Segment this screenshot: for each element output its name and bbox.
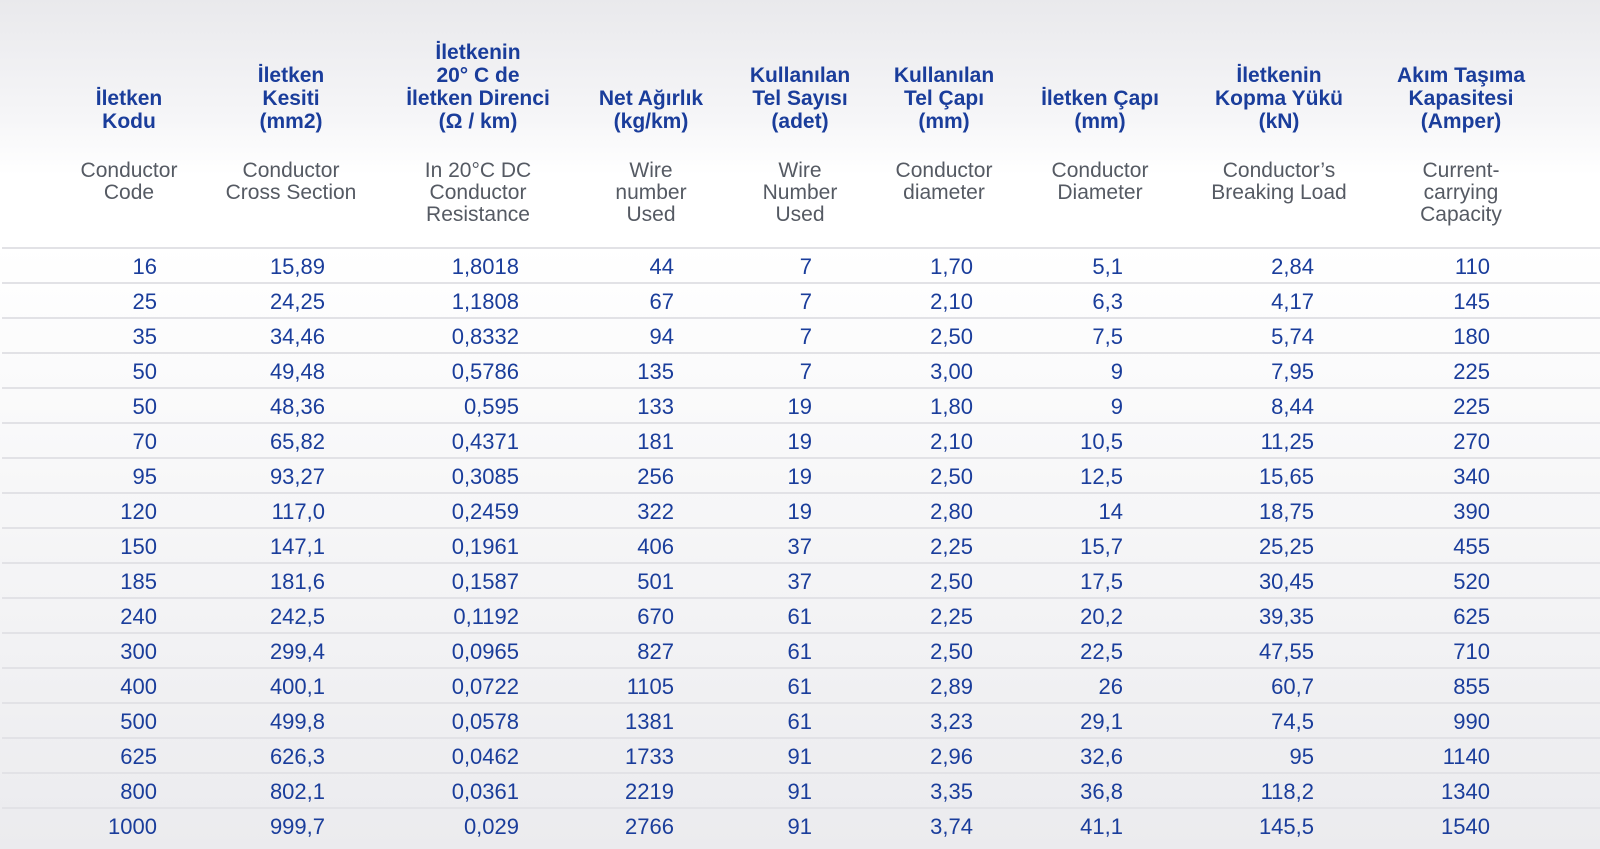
table-cell: 147,1 [269, 534, 325, 559]
table-cell: 95 [1289, 744, 1314, 769]
table-cell: 145 [1453, 289, 1490, 314]
column-header [44, 0, 214, 245]
table-cell: 2,25 [930, 534, 973, 559]
table-cell: 1000 [108, 814, 157, 839]
table-cell: 2,89 [930, 674, 973, 699]
table-cell: 400,1 [269, 674, 325, 699]
table-cell: 455 [1453, 534, 1490, 559]
column-title-en: Conductor’s Breaking Load [1211, 159, 1347, 204]
table-cell: 91 [787, 779, 812, 804]
table-cell: 14 [1098, 499, 1123, 524]
table-cell: 19 [787, 394, 812, 419]
table-cell: 22,5 [1080, 639, 1123, 664]
table-cell: 50 [132, 394, 157, 419]
column-title-tr: Net Ağırlık (kg/km) [598, 87, 704, 133]
table-cell: 15,65 [1258, 464, 1314, 489]
table-cell: 2,96 [930, 744, 973, 769]
table-cell: 26 [1098, 674, 1123, 699]
table-cell: 185 [120, 569, 157, 594]
table-cell: 626,3 [269, 744, 325, 769]
table-cell: 7 [799, 254, 812, 279]
table-cell: 36,8 [1080, 779, 1123, 804]
column-title-en: Wire number Used [615, 159, 687, 226]
table-cell: 0,0965 [451, 639, 519, 664]
table-header [0, 0, 1600, 245]
table-cell: 242,5 [269, 604, 325, 629]
table-cell: 225 [1453, 394, 1490, 419]
table-cell: 50 [132, 359, 157, 384]
table-cell: 322 [637, 499, 674, 524]
table-cell: 3,74 [930, 814, 973, 839]
table-cell: 0,8332 [451, 324, 519, 349]
table-cell: 10,5 [1080, 429, 1123, 454]
table-cell: 0,0722 [451, 674, 519, 699]
table-cell: 0,1192 [453, 604, 519, 629]
table-cell: 2,10 [930, 429, 973, 454]
table-row [2, 247, 1600, 284]
table-cell: 0,4371 [451, 429, 519, 454]
table-cell: 37 [787, 569, 812, 594]
table-cell: 110 [1454, 254, 1490, 279]
table-row [2, 317, 1600, 354]
column-header [1184, 0, 1374, 245]
table-cell: 44 [649, 254, 674, 279]
table-cell: 35 [132, 324, 157, 349]
table-cell: 9 [1110, 394, 1123, 419]
table-cell: 181,6 [269, 569, 325, 594]
table-cell: 800 [120, 779, 157, 804]
column-title-en: Wire Number Used [762, 159, 838, 226]
column-header [1020, 0, 1180, 245]
table-cell: 400 [120, 674, 157, 699]
table-cell: 406 [637, 534, 674, 559]
table-row [2, 282, 1600, 319]
table-cell: 19 [787, 464, 812, 489]
table-cell: 17,5 [1080, 569, 1123, 594]
table-row [2, 667, 1600, 704]
table-cell: 67 [649, 289, 674, 314]
column-header [869, 0, 1019, 245]
table-cell: 0,2459 [451, 499, 519, 524]
table-cell: 74,5 [1271, 709, 1314, 734]
table-row [2, 737, 1600, 774]
table-cell: 2,50 [930, 324, 973, 349]
column-header [725, 0, 875, 245]
table-cell: 990 [1453, 709, 1490, 734]
table-cell: 1733 [625, 744, 674, 769]
table-cell: 150 [120, 534, 157, 559]
column-title-tr: Kullanılan Tel Sayısı (adet) [749, 64, 851, 133]
table-cell: 32,6 [1080, 744, 1123, 769]
table-cell: 2,25 [930, 604, 973, 629]
table-cell: 5,1 [1092, 254, 1123, 279]
table-cell: 999,7 [269, 814, 325, 839]
table-cell: 15,89 [269, 254, 325, 279]
table-body [2, 245, 1600, 849]
table-cell: 855 [1453, 674, 1490, 699]
table-cell: 1340 [1441, 779, 1490, 804]
column-title-en: Conductor Cross Section [225, 159, 357, 204]
table-row [2, 527, 1600, 564]
table-cell: 94 [649, 324, 674, 349]
table-cell: 135 [637, 359, 674, 384]
table-cell: 0,1587 [451, 569, 519, 594]
table-cell: 0,1961 [451, 534, 519, 559]
table-cell: 61 [787, 674, 812, 699]
table-cell: 390 [1453, 499, 1490, 524]
table-cell: 256 [637, 464, 674, 489]
table-cell: 12,5 [1080, 464, 1123, 489]
table-cell: 7,5 [1092, 324, 1123, 349]
table-cell: 7,95 [1271, 359, 1314, 384]
table-cell: 20,2 [1080, 604, 1123, 629]
table-cell: 95 [132, 464, 157, 489]
table-cell: 625 [1453, 604, 1490, 629]
table-cell: 19 [787, 499, 812, 524]
table-cell: 24,25 [269, 289, 325, 314]
table-cell: 133 [637, 394, 674, 419]
column-title-en: Conductor Code [80, 159, 178, 204]
column-header [1361, 0, 1561, 245]
column-header [571, 0, 731, 245]
table-cell: 2,80 [930, 499, 973, 524]
table-cell: 118,2 [1260, 779, 1314, 804]
table-cell: 0,0462 [451, 744, 519, 769]
table-cell: 8,44 [1271, 394, 1314, 419]
table-cell: 0,5786 [451, 359, 519, 384]
table-cell: 61 [787, 604, 812, 629]
table-cell: 2,10 [930, 289, 973, 314]
table-cell: 520 [1453, 569, 1490, 594]
table-cell: 37 [787, 534, 812, 559]
table-cell: 300 [120, 639, 157, 664]
column-title-tr: Kullanılan Tel Çapı (mm) [893, 64, 995, 133]
table-cell: 181 [637, 429, 674, 454]
table-cell: 2,50 [930, 639, 973, 664]
table-cell: 19 [787, 429, 812, 454]
table-cell: 7 [799, 324, 812, 349]
table-cell: 61 [787, 639, 812, 664]
table-cell: 0,0578 [451, 709, 519, 734]
table-cell: 11,25 [1260, 429, 1314, 454]
table-cell: 340 [1453, 464, 1490, 489]
table-cell: 120 [120, 499, 157, 524]
table-cell: 145,5 [1258, 814, 1314, 839]
table-row [2, 807, 1600, 844]
table-cell: 499,8 [269, 709, 325, 734]
table-row [2, 422, 1600, 459]
column-title-en: Conductor diameter [895, 159, 993, 204]
table-cell: 4,17 [1271, 289, 1314, 314]
table-cell: 65,82 [269, 429, 325, 454]
table-cell: 0,029 [463, 814, 519, 839]
table-row [2, 702, 1600, 739]
table-row [2, 352, 1600, 389]
table-cell: 30,45 [1258, 569, 1314, 594]
table-cell: 91 [787, 814, 812, 839]
table-cell: 1,80 [930, 394, 973, 419]
column-header [378, 0, 578, 245]
table-cell: 670 [637, 604, 674, 629]
table-cell: 25,25 [1258, 534, 1314, 559]
table-cell: 70 [132, 429, 157, 454]
table-row [2, 457, 1600, 494]
table-cell: 240 [120, 604, 157, 629]
table-cell: 16 [132, 254, 157, 279]
table-row [2, 387, 1600, 424]
table-cell: 61 [787, 709, 812, 734]
table-row [2, 772, 1600, 809]
table-cell: 225 [1453, 359, 1490, 384]
column-title-en: Conductor Diameter [1051, 159, 1149, 204]
table-cell: 1105 [626, 674, 674, 699]
table-cell: 1140 [1442, 744, 1490, 769]
table-cell: 39,35 [1258, 604, 1314, 629]
table-cell: 18,75 [1258, 499, 1314, 524]
table-cell: 60,7 [1271, 674, 1314, 699]
table-cell: 802,1 [269, 779, 325, 804]
table-cell: 49,48 [269, 359, 325, 384]
table-cell: 1,8018 [451, 254, 519, 279]
table-row [2, 492, 1600, 529]
table-cell: 710 [1453, 639, 1490, 664]
table-cell: 0,3085 [451, 464, 519, 489]
table-cell: 5,74 [1271, 324, 1314, 349]
table-cell: 3,35 [930, 779, 973, 804]
table-cell: 15,7 [1080, 534, 1123, 559]
table-cell: 1,1808 [451, 289, 519, 314]
table-cell: 2,84 [1271, 254, 1314, 279]
table-cell: 48,36 [269, 394, 325, 419]
table-cell: 1540 [1441, 814, 1490, 839]
table-cell: 93,27 [269, 464, 325, 489]
column-title-tr: İletken Çapı (mm) [1041, 87, 1159, 133]
column-title-tr: İletkenin Kopma Yükü (kN) [1215, 64, 1343, 133]
table-row [2, 632, 1600, 669]
table-cell: 3,23 [930, 709, 973, 734]
table-cell: 500 [120, 709, 157, 734]
table-cell: 91 [787, 744, 812, 769]
column-title-en: Current- carrying Capacity [1420, 159, 1502, 226]
column-title-tr: İletken Kesiti (mm2) [257, 64, 325, 133]
table-row [2, 562, 1600, 599]
table-cell: 2766 [625, 814, 674, 839]
table-cell: 2,50 [930, 464, 973, 489]
table-cell: 0,595 [463, 394, 519, 419]
column-title-tr: İletkenin 20° C de İletken Direnci (Ω / km) [406, 41, 550, 133]
table-cell: 270 [1453, 429, 1490, 454]
table-cell: 2,50 [930, 569, 973, 594]
column-title-en: In 20°C DC Conductor Resistance [424, 159, 532, 226]
table-cell: 25 [132, 289, 157, 314]
table-cell: 1,70 [930, 254, 973, 279]
table-cell: 6,3 [1092, 289, 1123, 314]
table-cell: 180 [1453, 324, 1490, 349]
table-cell: 34,46 [269, 324, 325, 349]
table-cell: 2219 [625, 779, 674, 804]
table-cell: 0,0361 [451, 779, 519, 804]
table-cell: 29,1 [1080, 709, 1123, 734]
table-cell: 9 [1110, 359, 1123, 384]
table-cell: 299,4 [269, 639, 325, 664]
table-cell: 7 [799, 289, 812, 314]
table-cell: 7 [799, 359, 812, 384]
table-row [2, 597, 1600, 634]
column-header [206, 0, 376, 245]
column-title-tr: İletken Kodu [95, 87, 163, 133]
table-cell: 827 [637, 639, 674, 664]
column-title-tr: Akım Taşıma Kapasitesi (Amper) [1397, 64, 1525, 133]
table-cell: 1381 [625, 709, 674, 734]
table-cell: 41,1 [1080, 814, 1123, 839]
table-cell: 117,0 [271, 499, 325, 524]
table-cell: 625 [120, 744, 157, 769]
table-cell: 501 [637, 569, 674, 594]
table-cell: 47,55 [1258, 639, 1314, 664]
table-cell: 3,00 [930, 359, 973, 384]
